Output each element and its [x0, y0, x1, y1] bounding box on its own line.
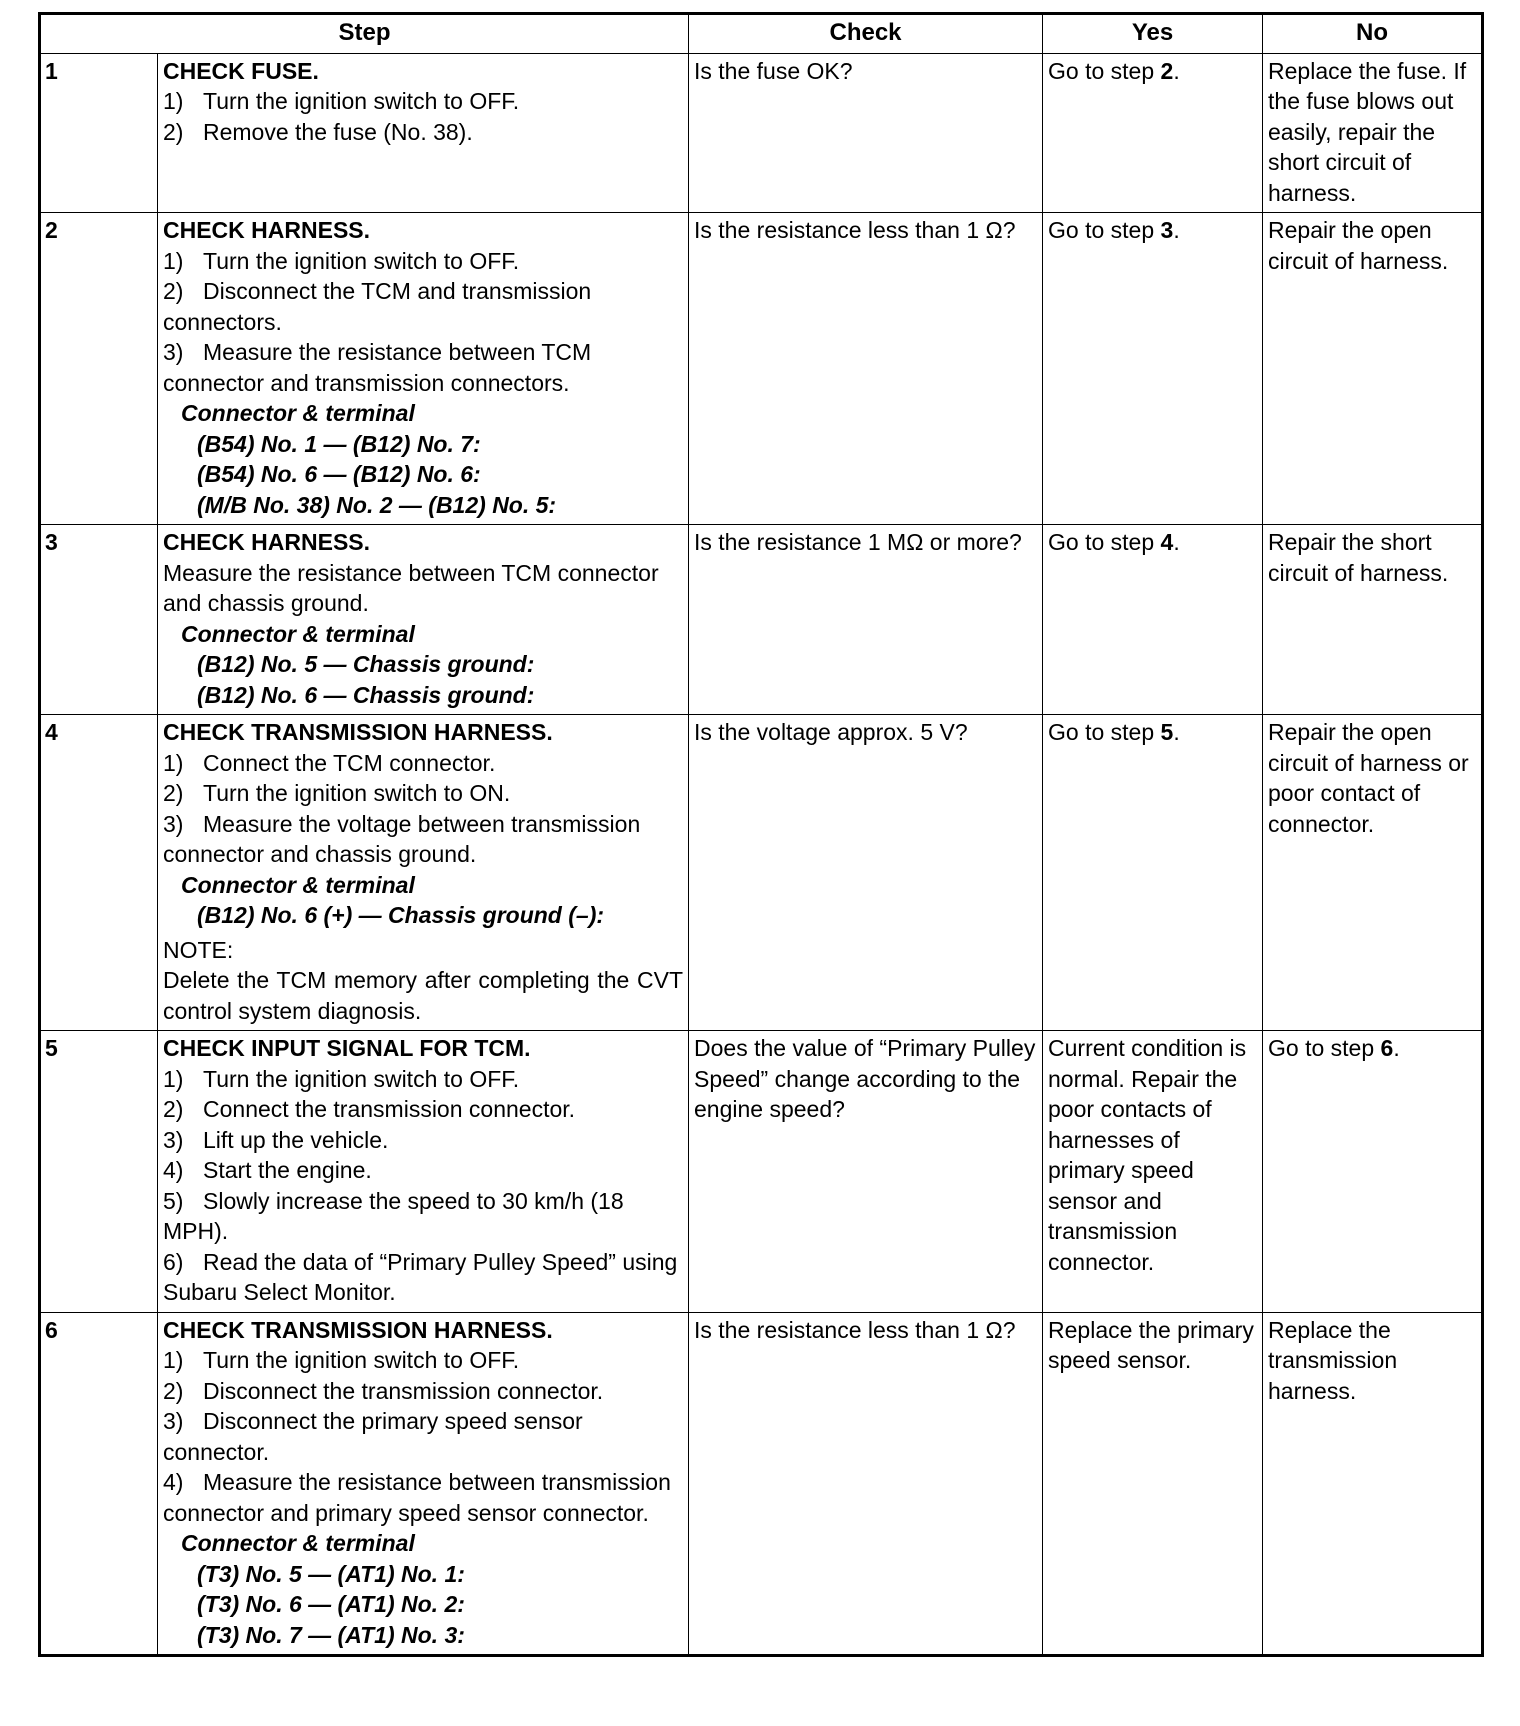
yes-text: Go to step	[1048, 57, 1161, 84]
step-title: CHECK FUSE.	[163, 57, 319, 84]
step-item-text: Measure the resistance between TCM connector and transmission connectors.	[163, 339, 592, 396]
check-cell: Is the resistance 1 MΩ or more?	[689, 525, 1043, 715]
yes-cell	[1043, 525, 1263, 715]
table-row	[40, 1031, 1483, 1313]
step-item-text: Turn the ignition switch to OFF.	[203, 247, 520, 274]
step-item-text: Disconnect the transmission connector.	[203, 1377, 604, 1404]
step-item-number: 1)	[163, 749, 184, 776]
step-item	[163, 1094, 683, 1125]
step-item-text: Disconnect the primary speed sensor connector.	[163, 1408, 583, 1465]
yes-suffix: .	[1173, 719, 1180, 745]
yes-cell	[1043, 53, 1263, 213]
connector-heading: Connector & terminal	[181, 871, 415, 898]
yes-cell	[1043, 213, 1263, 525]
connector-line: (B54) No. 6 — (B12) No. 6:	[197, 461, 481, 487]
step-item	[163, 1125, 683, 1156]
step-item	[163, 809, 683, 870]
step-item-number: 1)	[163, 88, 184, 114]
step-cell	[158, 1312, 689, 1656]
step-number: 4	[40, 715, 158, 1031]
step-number: 1	[40, 53, 158, 213]
yes-text: Go to step	[1048, 217, 1161, 243]
connector-heading: Connector & terminal	[181, 400, 415, 426]
no-cell: Repair the open circuit of harness or poor contact of connector.	[1263, 715, 1483, 1031]
step-item	[163, 1376, 683, 1407]
check-cell: Does the value of “Primary Pulley Speed” change according to the engine speed?	[689, 1031, 1043, 1313]
no-cell: Repair the open circuit of harness.	[1263, 213, 1483, 525]
table-row	[40, 1312, 1483, 1656]
yes-cell: Current condition is normal. Repair the poor contacts of harnesses of primary speed sensor and transmission connector.	[1043, 1031, 1263, 1313]
step-item-number: 2)	[163, 1377, 184, 1404]
yes-text: Go to step	[1048, 719, 1161, 745]
check-cell: Is the resistance less than 1 Ω?	[689, 1312, 1043, 1656]
step-item-text: Measure the voltage between transmission connector and chassis ground.	[163, 810, 641, 867]
step-item	[163, 86, 683, 117]
step-item-text: Connect the TCM connector.	[203, 749, 496, 776]
step-title: CHECK TRANSMISSION HARNESS.	[163, 719, 553, 745]
yes-step-ref: 4	[1160, 529, 1174, 555]
step-item	[163, 1467, 683, 1528]
connector-line: (B54) No. 1 — (B12) No. 7:	[197, 430, 481, 457]
step-item-number: 2)	[163, 278, 184, 304]
table-row	[40, 213, 1483, 525]
step-cell	[158, 53, 689, 213]
step-item-number: 2)	[163, 780, 184, 806]
connector-line: (B12) No. 5 — Chassis ground:	[197, 651, 535, 677]
step-title: CHECK INPUT SIGNAL FOR TCM.	[163, 1035, 531, 1061]
yes-suffix: .	[1173, 217, 1180, 243]
check-cell: Is the fuse OK?	[689, 53, 1043, 213]
step-number: 5	[40, 1031, 158, 1313]
step-item-text: Read the data of “Primary Pulley Speed” using Subaru Select Monitor.	[163, 1248, 678, 1305]
no-step-ref: 6	[1380, 1035, 1394, 1061]
connector-line: (T3) No. 7 — (AT1) No. 3:	[197, 1621, 465, 1648]
connector-line: (B12) No. 6 (+) — Chassis ground (–):	[197, 902, 605, 928]
step-number: 3	[40, 525, 158, 715]
step-item	[163, 246, 683, 277]
table-header-row	[40, 14, 1483, 54]
step-item-text: Turn the ignition switch to OFF.	[203, 1065, 520, 1092]
step-item-number: 3)	[163, 339, 184, 365]
yes-step-ref: 5	[1160, 719, 1174, 745]
yes-suffix: .	[1173, 57, 1180, 84]
step-number: 2	[40, 213, 158, 525]
step-cell	[158, 213, 689, 525]
step-item	[163, 1186, 683, 1247]
table-row	[40, 715, 1483, 1031]
connector-line: (M/B No. 38) No. 2 — (B12) No. 5:	[197, 491, 557, 518]
step-item-number: 3)	[163, 1408, 184, 1434]
yes-cell: Replace the primary speed sensor.	[1043, 1312, 1263, 1656]
step-item-text: Turn the ignition switch to OFF.	[203, 88, 520, 114]
step-cell	[158, 715, 689, 1031]
step-item-number: 3)	[163, 810, 184, 837]
step-intro: Measure the resistance between TCM connector and chassis ground.	[163, 559, 659, 616]
step-item-number: 6)	[163, 1248, 184, 1275]
yes-step-ref: 2	[1160, 57, 1174, 84]
step-item	[163, 778, 683, 809]
check-cell: Is the resistance less than 1 Ω?	[689, 213, 1043, 525]
step-item-text: Lift up the vehicle.	[203, 1126, 389, 1153]
no-text: Go to step	[1268, 1035, 1381, 1061]
no-cell: Repair the short circuit of harness.	[1263, 525, 1483, 715]
check-cell: Is the voltage approx. 5 V?	[689, 715, 1043, 1031]
step-item-text: Remove the fuse (No. 38).	[203, 118, 473, 145]
step-item-text: Disconnect the TCM and transmission connectors.	[163, 278, 592, 335]
step-item	[163, 117, 683, 148]
step-title: CHECK HARNESS.	[163, 217, 371, 243]
step-item-number: 1)	[163, 1347, 184, 1373]
no-cell: Replace the transmission harness.	[1263, 1312, 1483, 1656]
header-yes: Yes	[1043, 14, 1263, 54]
note-text: Delete the TCM memory after completing the CVT control system diagnosis.	[163, 967, 684, 1024]
no-cell	[1263, 1031, 1483, 1313]
step-item-number: 5)	[163, 1187, 184, 1214]
step-cell	[158, 1031, 689, 1313]
step-item-text: Start the engine.	[203, 1157, 372, 1183]
header-check: Check	[689, 14, 1043, 54]
step-item	[163, 748, 683, 779]
connector-line: (B12) No. 6 — Chassis ground:	[197, 681, 535, 708]
step-item	[163, 1064, 683, 1095]
connector-heading: Connector & terminal	[181, 1530, 415, 1556]
note-label: NOTE:	[163, 936, 234, 963]
step-item	[163, 1406, 683, 1467]
table-row	[40, 53, 1483, 213]
header-no: No	[1263, 14, 1483, 54]
no-suffix: .	[1393, 1035, 1400, 1061]
connector-line: (T3) No. 5 — (AT1) No. 1:	[197, 1560, 465, 1587]
step-number: 6	[40, 1312, 158, 1656]
step-item-text: Turn the ignition switch to OFF.	[203, 1347, 520, 1373]
step-item	[163, 1345, 683, 1376]
step-item	[163, 1247, 683, 1308]
step-item-number: 1)	[163, 1065, 184, 1092]
diagnostic-procedure-table	[38, 12, 1484, 1657]
yes-suffix: .	[1173, 529, 1180, 555]
step-item-text: Measure the resistance between transmission connector and primary speed sensor connector.	[163, 1469, 671, 1526]
yes-cell	[1043, 715, 1263, 1031]
connector-heading: Connector & terminal	[181, 620, 415, 647]
step-item-number: 4)	[163, 1469, 184, 1495]
step-item-number: 3)	[163, 1126, 184, 1153]
step-item	[163, 276, 683, 337]
step-item	[163, 337, 683, 398]
step-item-text: Turn the ignition switch to ON.	[203, 780, 511, 806]
step-title: CHECK HARNESS.	[163, 529, 371, 555]
step-item-number: 4)	[163, 1157, 184, 1183]
no-cell: Replace the fuse. If the fuse blows out easily, repair the short circuit of harness.	[1263, 53, 1483, 213]
yes-step-ref: 3	[1160, 217, 1174, 243]
step-item-number: 2)	[163, 1096, 184, 1122]
connector-line: (T3) No. 6 — (AT1) No. 2:	[197, 1591, 465, 1617]
header-step: Step	[40, 14, 689, 54]
yes-text: Go to step	[1048, 529, 1161, 555]
step-cell	[158, 525, 689, 715]
step-item	[163, 1155, 683, 1186]
step-item-number: 2)	[163, 118, 184, 145]
step-item-number: 1)	[163, 247, 184, 274]
step-title: CHECK TRANSMISSION HARNESS.	[163, 1316, 553, 1343]
table-row	[40, 525, 1483, 715]
step-item-text: Slowly increase the speed to 30 km/h (18 MPH).	[163, 1187, 624, 1244]
step-item-text: Connect the transmission connector.	[203, 1096, 576, 1122]
